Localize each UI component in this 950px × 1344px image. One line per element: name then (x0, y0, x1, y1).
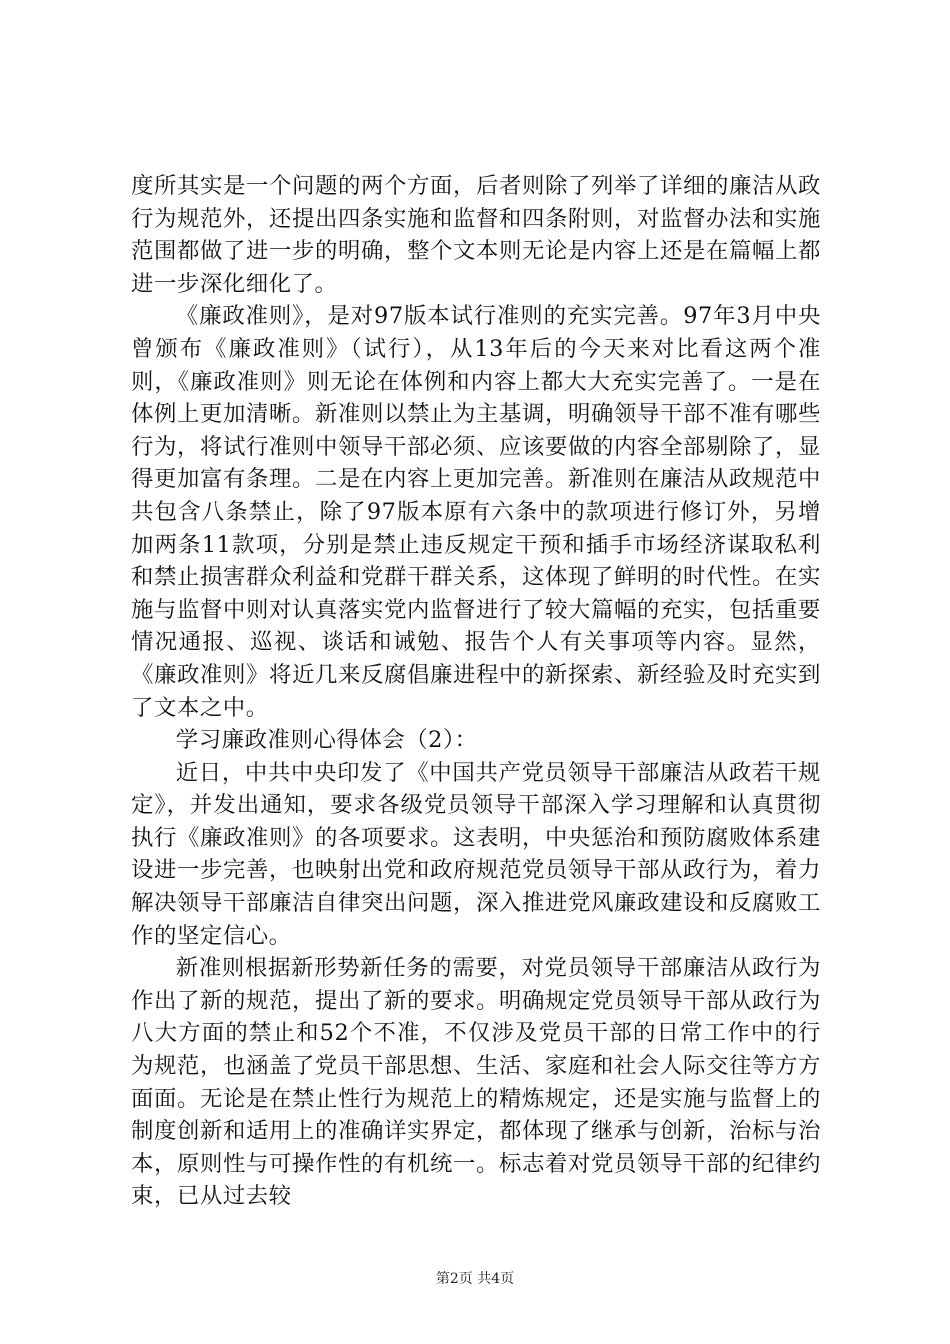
paragraph-new-rules: 新准则根据新形势新任务的需要，对党员领导干部廉洁从政行为作出了新的规范，提出了新的要求。明确规定党员领导干部从政行为八大方面的禁止和52个不准，不仅涉及党员干部的日常工作中的行为规范，也涵盖了党员干部思想、生活、家庭和社会人际交往等方方面面。无论是在禁止性行为规范上的精炼规定，还是实施与监督上的制度创新和适用上的准确详实界定，都体现了继承与创新，治标与治本，原则性与可操作性的有机统一。标志着对党员领导干部的纪律约束，已从过去较 (131, 955, 821, 1210)
document-body (131, 170, 821, 1213)
page-number-footer: 第2页 共4页 (435, 1271, 515, 1287)
section-heading: 学习廉政准则心得体会（2）： (175, 727, 478, 754)
paragraph-continuation: 度所其实是一个问题的两个方面，后者则除了列举了详细的廉洁从政行为规范外，还提出四条实施和监督和四条附则，对监督办法和实施范围都做了进一步的明确，整个文本则无论是内容上还是在篇幅上都进一步深化细化了。 (131, 173, 821, 297)
paragraph-recent-notice: 近日，中共中央印发了《中国共产党员领导干部廉洁从政若干规定》，并发出通知，要求各级党员领导干部深入学习理解和认真贯彻执行《廉政准则》的各项要求。这表明，中央惩治和预防腐败体系建设进一步完善，也映射出党和政府规范党员领导干部从政行为，着力解决领导干部廉洁自律突出问题，深入推进党风廉政建设和反腐败工作的坚定信心。 (131, 759, 821, 949)
paragraph-lianzheng-zhunze: 《廉政准则》，是对97版本试行准则的充实完善。97年3月中央曾颁布《廉政准则》（试行），从13年后的今天来对比看这两个准则，《廉政准则》则无论在体例和内容上都大大充实完善了。一是在体例上更加清晰。新准则以禁止为主基调，明确领导干部不准有哪些行为，将试行准则中领导干部必须、应该要做的内容全部剔除了，显得更加富有条理。二是在内容上更加完善。新准则在廉洁从政规范中共包含八条禁止，除了97版本原有六条中的款项进行修订外，另增加两条11款项，分别是禁止违反规定干预和插手市场经济谋取私利和禁止损害群众利益和党群干群关系，这体现了鲜明的时代性。在实施与监督中则对认真落实党内监督进行了较大篇幅的充实，包括重要情况通报、巡视、谈话和诫勉、报告个人有关事项等内容。显然，《廉政准则》将近几来反腐倡廉进程中的新探索、新经验及时充实到了文本之中。 (131, 303, 821, 721)
